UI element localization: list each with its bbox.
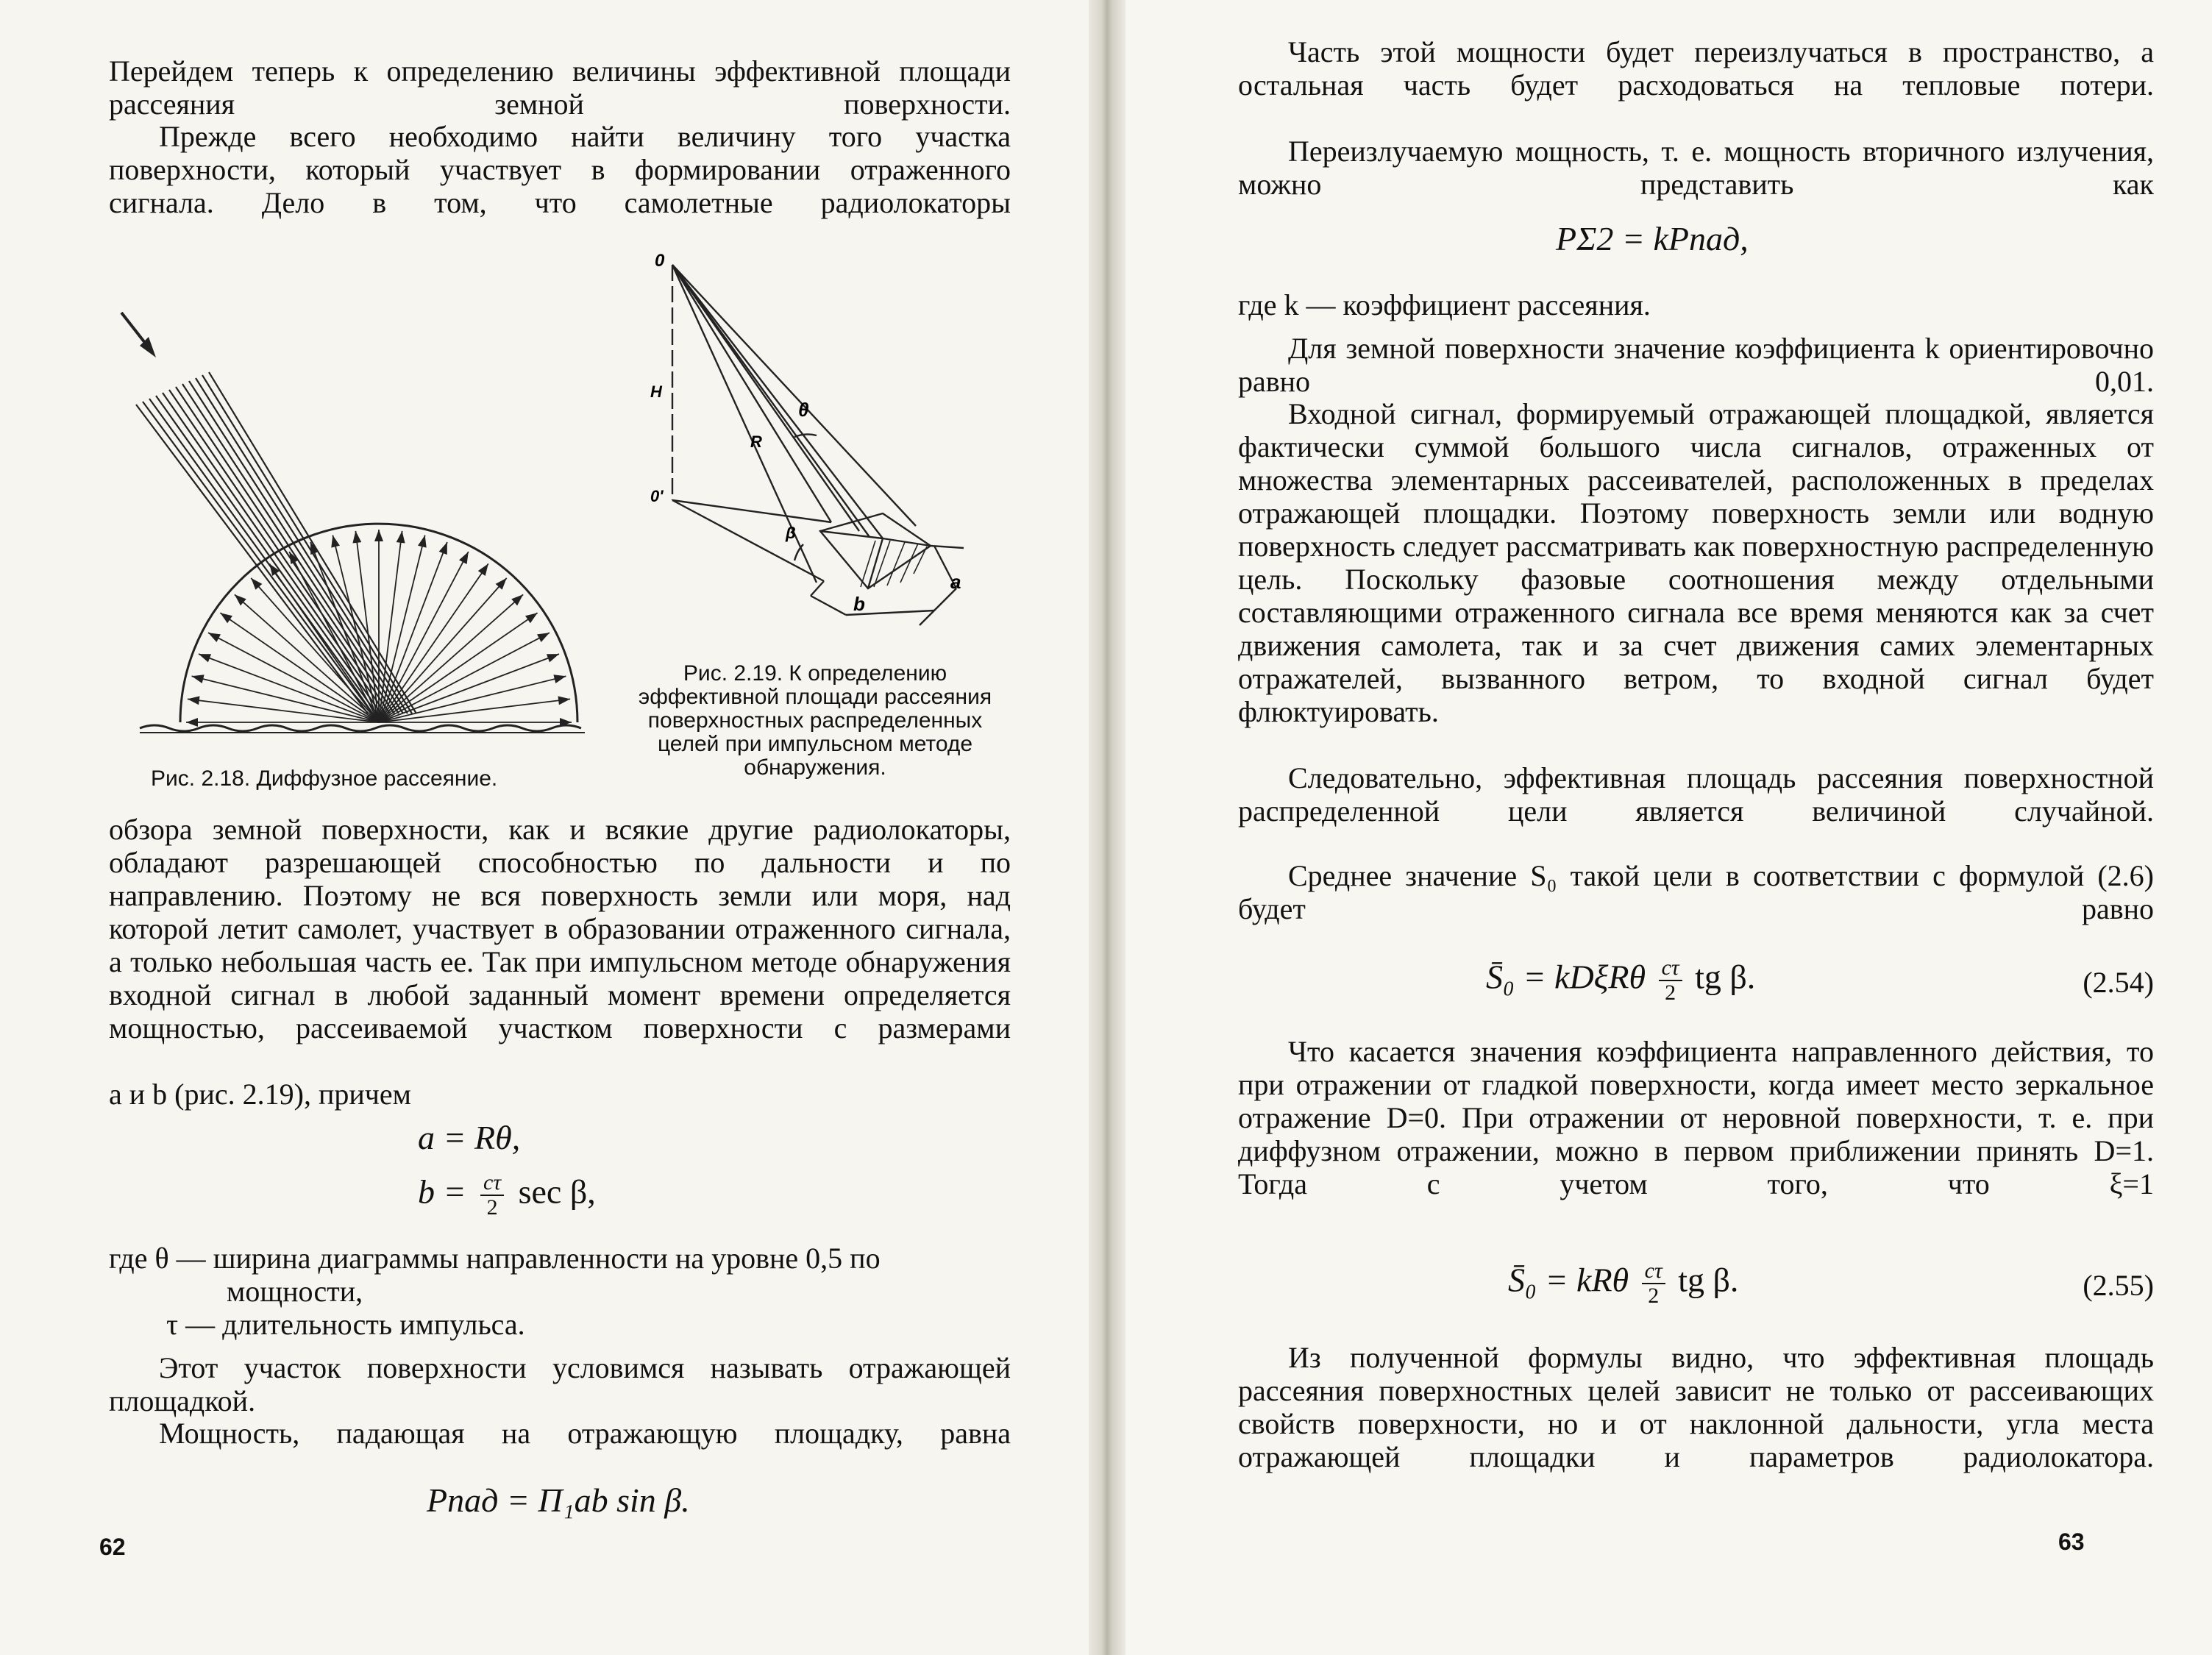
- scatter-ray: [332, 535, 379, 722]
- formula-2-54-rhs: tg β.: [1695, 958, 1756, 996]
- where-theta: [109, 1242, 1011, 1275]
- formula-2-54-fraction: [1659, 956, 1682, 1005]
- formula-2-55: [1508, 1259, 1738, 1308]
- figure-2-19-geometry: [640, 243, 1023, 655]
- scatter-ray: [379, 535, 425, 722]
- scatter-ray-arrowhead: [331, 535, 340, 548]
- formula-2-55-lhs: S̄₀ = kRθ: [1508, 1261, 1629, 1299]
- scatter-ray-arrowhead: [553, 675, 566, 683]
- scatter-ray-arrowhead: [374, 530, 383, 541]
- paragraph-area: Прежде всего необходимо найти величину того участка поверхности, который участвует в формировании отраженного сигнала. Дело в том, что самолетные радиолокаторы: [109, 120, 1011, 219]
- scatter-ray-arrowhead: [269, 563, 280, 576]
- where-tau-term: τ —: [166, 1308, 216, 1341]
- paragraph-resolution: обзора земной поверхности, как и всякие другие радиолокаторы, обладают разрешающей способностью по дальности и по направлению. Поэтому не вся поверхность земли или моря, над которой летит самолет, участвует в образовании отраженного сигнала, а только небольшая часть ее. Так при импульсном методе обнаружения входной сигнал в любой заданный момент времени определяется мощностью, рассеиваемой участком поверхности с размерами: [109, 813, 1011, 1044]
- paragraph-reflecting-area: Этот участок поверхности условимся называть отражающей площадкой.: [109, 1351, 1011, 1417]
- formula-2-55-denominator: 2: [1648, 1284, 1660, 1308]
- figure-2-18-caption: Рис. 2.18. Диффузное рассеяние.: [151, 766, 498, 791]
- formula-b: [418, 1171, 596, 1220]
- paragraph-secondary: Переизлучаемую мощность, т. е. мощность вторичного излучения, можно представить как: [1238, 135, 2154, 201]
- equation-number-2-54: (2.54): [2083, 966, 2154, 999]
- scatter-ray-arrowhead: [459, 552, 469, 564]
- page-number-left: 62: [99, 1534, 126, 1560]
- scatter-ray-arrowhead: [208, 633, 221, 642]
- where-tau: [166, 1308, 1011, 1341]
- scatter-ray-arrowhead: [439, 542, 447, 555]
- left-page: [0, 0, 1089, 1655]
- formula-a: a = Rθ,: [418, 1119, 521, 1156]
- figure-2-19-caption: Рис. 2.19. К определению эффективной площади рассеяния поверхностных распределенных целей при импульсном методе обнаружения.: [638, 661, 992, 780]
- right-page: [1125, 0, 2212, 1655]
- figure-2-18-diffuse-scattering: [110, 294, 588, 743]
- scatter-ray: [379, 654, 559, 722]
- scatter-ray-arrowhead: [396, 531, 405, 544]
- paragraph-resolution-end: a и b (рис. 2.19), причем: [109, 1078, 411, 1111]
- formula-b-denominator: 2: [486, 1195, 498, 1220]
- paragraph-reradiation: Часть этой мощности будет переизлучаться в пространство, а остальная часть будет расходоваться на тепловые потери.: [1238, 35, 2154, 102]
- scatter-ray-arrowhead: [418, 535, 427, 548]
- paragraph-conclusion: Из полученной формулы видно, что эффективная площадь рассеяния поверхностных целей зависит не только от рассеивающих свойств поверхности, но и от наклонной дальности, угла места отражающей площадки и параметров радиолокатора.: [1238, 1341, 2154, 1473]
- scatter-ray-arrowhead: [310, 542, 319, 555]
- label-b: b: [853, 593, 865, 615]
- formula-b-rhs: sec β,: [518, 1172, 596, 1211]
- formula-2-54-numerator: cτ: [1659, 956, 1682, 981]
- book-spine: [1089, 0, 1125, 1655]
- formula-2-54: [1486, 956, 1755, 1005]
- where-theta-term: где θ —: [109, 1242, 206, 1275]
- where-theta-cont: мощности,: [227, 1275, 363, 1308]
- paragraph-k-definition: где k — коэффициент рассеяния.: [1238, 288, 1651, 321]
- formula-b-lhs: b =: [418, 1172, 466, 1211]
- label-o-prime: 0': [650, 487, 664, 505]
- paragraph-k-value: Для земной поверхности значение коэффициента k ориентировочно равно 0,01.: [1238, 332, 2154, 398]
- formula-2-54-lhs: S̄₀ = kDξRθ: [1486, 958, 1646, 996]
- label-h: H: [650, 382, 662, 401]
- formula-b-fraction: [480, 1171, 504, 1220]
- formula-p-sigma: PΣ2 = kPпад,: [1556, 220, 1749, 257]
- scatter-ray-arrowhead: [547, 654, 559, 662]
- label-theta: θ: [798, 399, 809, 421]
- scatter-ray: [310, 542, 379, 722]
- label-beta: β: [786, 524, 796, 542]
- where-theta-text: ширина диаграммы направленности на уровне 0,5 по: [213, 1242, 881, 1275]
- label-o-top: 0: [655, 251, 665, 271]
- formula-2-54-denominator: 2: [1665, 980, 1676, 1005]
- paragraph-input-signal: Входной сигнал, формируемый отражающей площадкой, является фактически суммой большого числа сигналов, отраженных от множества элементарных рассеивателей, расположенных в пределах отражающей площадки. Поэтому поверхность земли или водную поверхность следует рассматривать как поверхностную распределенную цель. Поскольку фазовые соотношения между отдельными составляющими отраженного сигнала все время меняются как за счет движения самолета, так и за счет движения самих элементарных отражателей, вызванного ветром, то входной сигнал будет флюктуировать.: [1238, 397, 2154, 728]
- paragraph-power: Мощность, падающая на отражающую площадку, равна: [159, 1417, 1011, 1450]
- paragraph-directivity: Что касается значения коэффициента направленного действия, то при отражении от гладкой поверхности, когда имеет место зеркальное отражение D=0. При отражении от неровной поверхности, т. е. при диффузном отражении, можно в первом приближении принять D=1. Тогда с учетом того, что ξ=1: [1238, 1035, 2154, 1200]
- scatter-ray-arrowhead: [558, 696, 571, 705]
- scatter-ray-arrowhead: [220, 613, 232, 623]
- formula-b-numerator: cτ: [480, 1171, 504, 1196]
- page-number-right: 63: [2058, 1528, 2085, 1555]
- formula-2-55-fraction: [1642, 1259, 1665, 1308]
- formula-2-55-numerator: cτ: [1642, 1259, 1665, 1284]
- scatter-ray-arrowhead: [186, 718, 198, 727]
- scatter-ray-arrowhead: [199, 654, 211, 662]
- scatter-ray-arrowhead: [352, 531, 361, 544]
- paragraph-mean-value: Среднее значение S₀ такой цели в соответствии с формулой (2.6) будет равно: [1238, 859, 2154, 925]
- paragraph-random: Следовательно, эффективная площадь рассеяния поверхностной распределенной цели является величиной случайной.: [1238, 761, 2154, 828]
- formula-2-55-rhs: tg β.: [1678, 1261, 1739, 1299]
- formula-p-incident: Pпад = П₁ab sin β.: [427, 1481, 690, 1519]
- equation-number-2-55: (2.55): [2083, 1269, 2154, 1302]
- scatter-ray-arrowhead: [192, 675, 205, 683]
- label-r: R: [750, 433, 762, 451]
- scatter-ray-arrowhead: [525, 613, 538, 623]
- where-tau-text: длительность импульса.: [222, 1308, 525, 1341]
- paragraph-intro: Перейдем теперь к определению величины эффективной площади рассеяния земной поверхности.: [109, 54, 1011, 121]
- scatter-ray-arrowhead: [478, 563, 488, 576]
- label-a: a: [950, 571, 961, 593]
- scatter-ray-arrowhead: [188, 696, 200, 705]
- scatter-ray-arrowhead: [537, 633, 550, 642]
- scatter-ray: [379, 542, 447, 722]
